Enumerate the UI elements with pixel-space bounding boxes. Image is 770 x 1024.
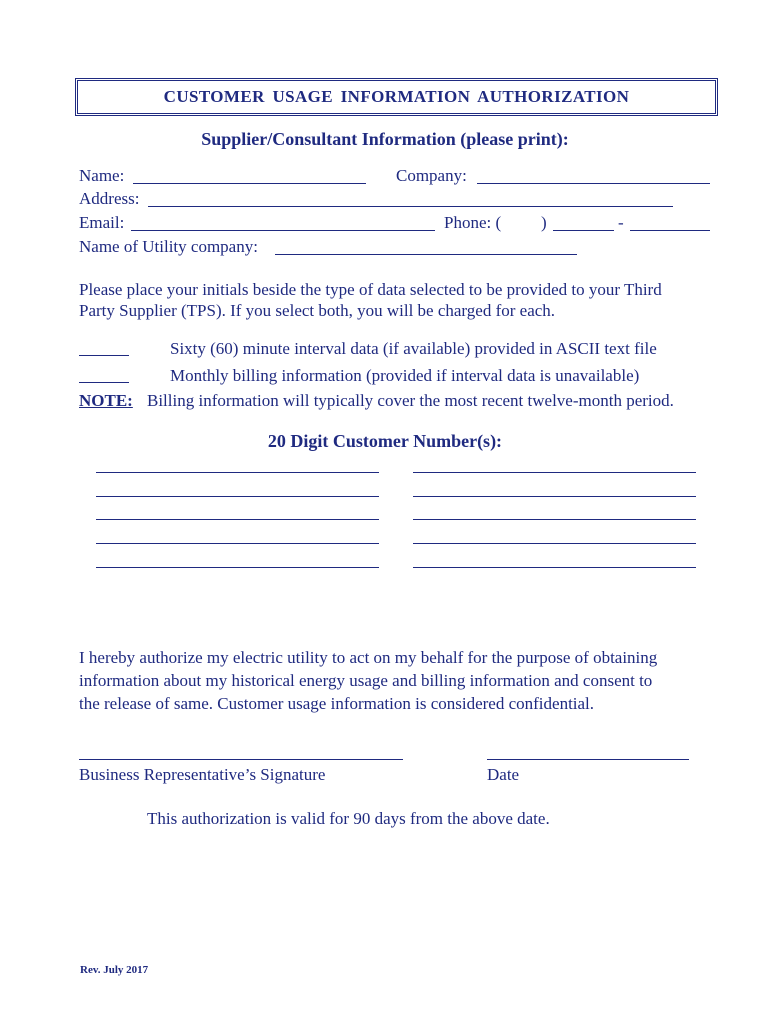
customer-number-field-1[interactable] <box>96 472 379 473</box>
customer-number-field-10[interactable] <box>413 567 696 568</box>
name-label: Name: <box>79 166 125 185</box>
authorization-line-1: I hereby authorize my electric utility to act on my behalf for the purpose of obtaining <box>79 648 658 667</box>
option-interval-label: Sixty (60) minute interval data (if available) provided in ASCII text file <box>170 339 657 358</box>
company-field[interactable] <box>477 183 710 184</box>
phone-line-field[interactable] <box>630 230 710 231</box>
email-label: Email: <box>79 213 125 232</box>
customer-number-field-3[interactable] <box>96 519 379 520</box>
signature-field[interactable] <box>79 759 403 760</box>
revision-label: Rev. July 2017 <box>80 964 149 976</box>
date-label: Date <box>487 765 520 784</box>
supplier-heading: Supplier/Consultant Information (please print): <box>201 129 569 149</box>
phone-dash: - <box>618 213 624 232</box>
customer-number-field-4[interactable] <box>96 543 379 544</box>
customer-numbers-heading: 20 Digit Customer Number(s): <box>267 431 503 451</box>
email-field[interactable] <box>131 230 435 231</box>
date-field[interactable] <box>487 759 689 760</box>
phone-label: Phone: ( <box>444 213 502 232</box>
authorization-line-2: information about my historical energy usage and billing information and consent to <box>79 671 653 690</box>
customer-number-field-2[interactable] <box>96 496 379 497</box>
utility-field[interactable] <box>275 254 577 255</box>
form-title: CUSTOMER USAGE INFORMATION AUTHORIZATION <box>163 87 630 106</box>
instructions-line-1: Please place your initials beside the type of data selected to be provided to your Third <box>79 280 662 299</box>
address-label: Address: <box>79 189 140 208</box>
instructions-line-2: Party Supplier (TPS). If you select both, you will be charged for each. <box>79 301 556 320</box>
authorization-line-3: the release of same. Customer usage information is considered confidential. <box>79 694 595 713</box>
phone-paren-close: ) <box>541 213 547 232</box>
customer-number-field-9[interactable] <box>413 543 696 544</box>
company-label: Company: <box>396 166 467 185</box>
form-title-box <box>75 78 718 116</box>
name-field[interactable] <box>133 183 366 184</box>
customer-number-field-5[interactable] <box>96 567 379 568</box>
initials-billing-field[interactable] <box>79 382 129 383</box>
signature-label: Business Representative’s Signature <box>79 765 326 784</box>
validity-text: This authorization is valid for 90 days from the above date. <box>147 809 550 828</box>
initials-interval-field[interactable] <box>79 355 129 356</box>
phone-prefix-field[interactable] <box>553 230 614 231</box>
option-billing-label: Monthly billing information (provided if interval data is unavailable) <box>170 366 640 385</box>
customer-number-field-7[interactable] <box>413 496 696 497</box>
customer-number-field-8[interactable] <box>413 519 696 520</box>
note-text: Billing information will typically cover the most recent twelve-month period. <box>147 391 674 410</box>
customer-number-field-6[interactable] <box>413 472 696 473</box>
note-label: NOTE: <box>79 391 133 410</box>
address-field[interactable] <box>148 206 673 207</box>
utility-label: Name of Utility company: <box>79 237 258 256</box>
